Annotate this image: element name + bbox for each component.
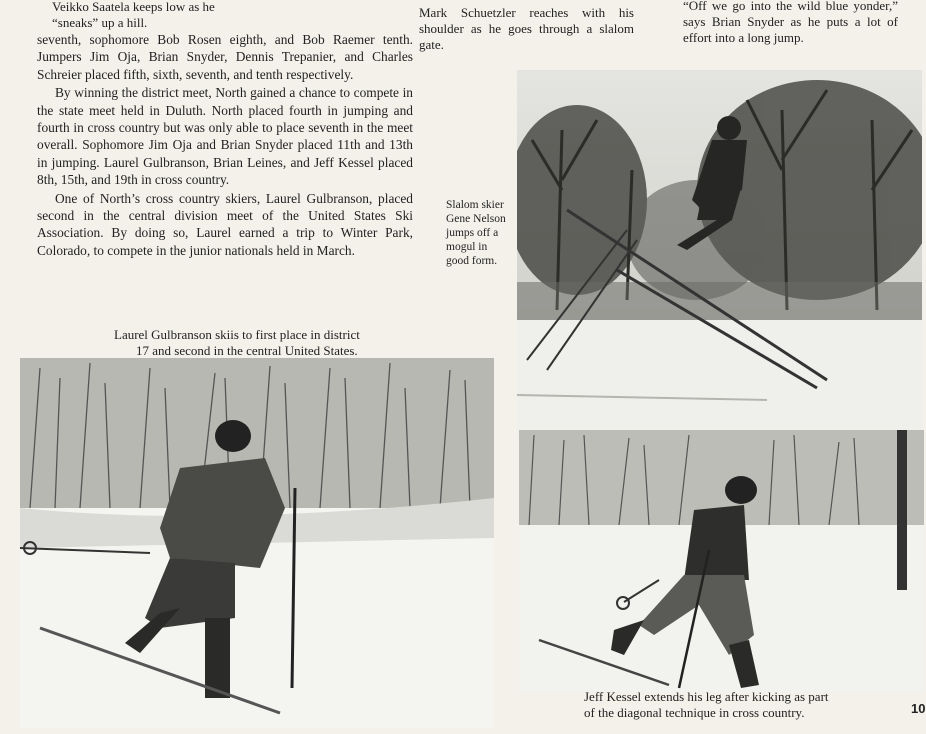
caption-schuetzler: Mark Schuetzler reaches with his shoulder as he goes through a slalom gate. [419,5,634,52]
body-paragraph: By winning the district meet, North gained a chance to compete in the state meet held in Duluth. North placed fourth in jumping and fourth in cross country but was only able to place seventh in the meet overall. Sophomore Jim Oja and Brian Snyder placed 11th and 13th in jumping. Laurel Gulbranson, Brian Leines, and Jeff Kessel placed 8th, 15th, and 19th in cross country. [37,85,413,188]
page-number: 10 [911,701,926,716]
caption-saatela [52,0,322,31]
caption-line: Laurel Gulbranson skiis to first place in district [114,327,360,342]
photo-cross-country-gulbranson [20,358,494,728]
body-paragraph: seventh, sophomore Bob Rosen eighth, and Bob Raemer tenth. Jumpers Jim Oja, Brian Snyder, Dennis Trepanier, and Charles Schreier placed fifth, sixth, seventh, and tenth respectively. [37,32,413,82]
kessel-image [519,430,924,692]
caption-nelson [446,198,516,268]
article-body [37,31,413,259]
caption-gulbranson [114,327,424,359]
caption-snyder: “Off we go into the wild blue yonder,” says Brian Snyder as he puts a lot of effort into a long jump. [683,0,898,45]
gulbranson-image [20,358,494,728]
caption-line: Slalom skier [446,199,504,211]
caption-line: 17 and second in the central United States. [136,343,358,358]
caption-line: good form. [446,255,498,267]
ski-jumper-image [517,70,922,434]
caption-line: mogul in [446,241,488,253]
caption-line: Gene Nelson [446,213,506,225]
caption-line: “sneaks” up a hill. [52,15,148,30]
caption-line: jumps off a [446,227,499,239]
body-paragraph: One of North’s cross country skiers, Laurel Gulbranson, placed second in the central division meet of the United States Ski Association. By doing so, Laurel earned a trip to Winter Park, Colorado, to compete in the junior nationals held in March. [37,190,413,258]
caption-line: of the diagonal technique in cross country. [584,705,805,720]
caption-line: Veikko Saatela keeps low as he [52,0,215,14]
photo-ski-jumper [517,70,922,434]
photo-cross-country-kessel [519,430,924,692]
caption-kessel [584,689,894,721]
caption-line: Jeff Kessel extends his leg after kicking as part [584,689,829,704]
